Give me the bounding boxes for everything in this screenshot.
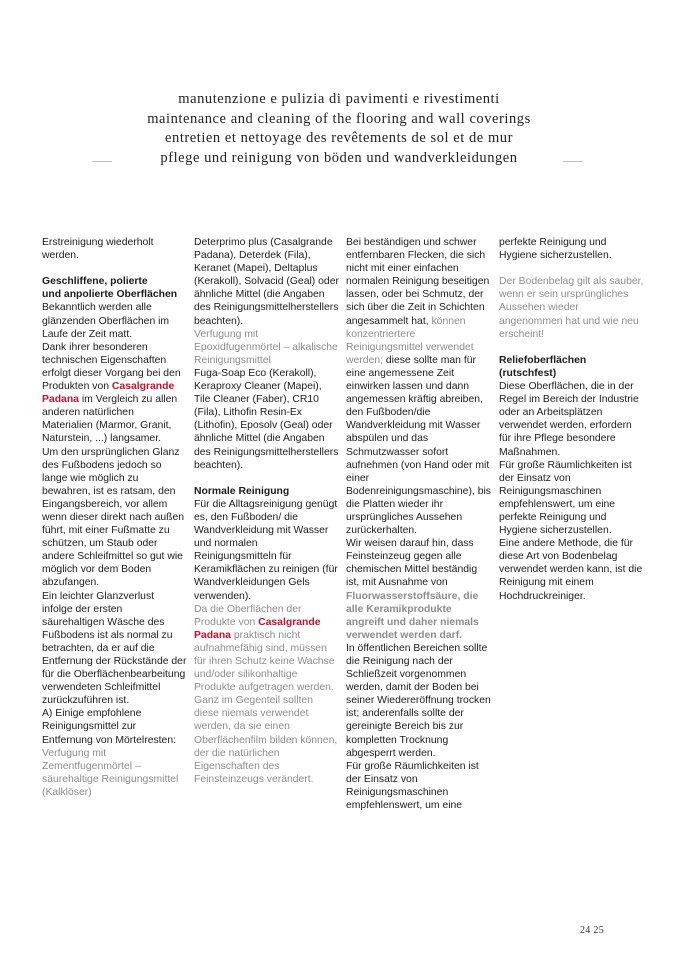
brand-name: Casalgrande Padana [42, 381, 175, 406]
paragraph: A) Einige empfohlene Reinigungsmittel zur Entfernung von Mörtelresten: [42, 708, 176, 746]
text-run: In öffentlichen Bereichen sollte die Reinigung nach der Schließzeit vorgenommen werden, damit der Boden bei seiner Wiedereröffnung trocken ist; [346, 642, 491, 720]
title-italian: manutenzione e pulizia di pavimenti e rivestimenti [178, 91, 500, 107]
paragraph [346, 642, 492, 760]
brand-name: Casalgrande Padana [194, 616, 321, 641]
text-run: können konzentriertere Reinigungsmittel verwendet werden; [346, 315, 474, 366]
text-column-1 [42, 236, 187, 799]
title-english: maintenance and cleaning of the flooring and wall coverings [147, 110, 531, 127]
heading-line: Geschliffene, polierte [42, 276, 148, 288]
paragraph [346, 236, 492, 537]
paragraph: Für große Räumlichkeiten ist der Einsatz von Reinigungsmaschinen empfehlenswert, um eine perfekte Reinigung und Hygiene sicherzustellen. [499, 459, 632, 537]
section-heading: Reliefoberflächen (rutschfest) [499, 354, 587, 379]
section-heading: Normale Reinigung [194, 485, 290, 497]
page-number: 24 25 [580, 925, 604, 936]
paragraph: Diese Oberflächen, die in der Regel im Bereich der Industrie oder an Arbeitsplätzen verwendet werden, erfordern für ihre Pflege besondere Maßnahmen. [499, 381, 639, 458]
text-run: Da die Oberflächen der Produkte von [194, 603, 302, 628]
title-rule-right [563, 161, 583, 162]
paragraph [194, 603, 340, 695]
text-column-2 [194, 236, 340, 786]
paragraph: Verfugung mit Epoxidfugenmörtel – alkalische Reinigungsmittel [194, 328, 338, 366]
text-run: Dank ihrer besonderen technischen Eigenschaften erfolgt dieser Vorgang bei den Produkten von [42, 341, 181, 393]
paragraph: Eine andere Methode, die für diese Art von Bodenbelag verwendet werden kann, ist die Reinigung mit einem Hochdruckreiniger. [499, 538, 643, 602]
paragraph: perfekte Reinigung und Hygiene sicherzustellen. [499, 237, 612, 262]
page-titles [0, 90, 678, 168]
paragraph [42, 341, 187, 446]
paragraph: Der Bodenbelag gilt als sauber, wenn er sein ursprüngliches Aussehen wieder angenommen hat und wie neu erscheint! [499, 276, 644, 340]
text-run: Bei beständigen und schwer entfernbaren Flecken, die sich nicht mit einer einfachen normalen Reinigung beseitigen lassen, oder bei Schmutz, der sich über die Zeit in Schichten angesammelt hat, [346, 237, 490, 327]
text-column-4 [499, 236, 644, 603]
paragraph: Verfugung mit Zementfugenmörtel – säurehaltige Reinigungsmittel (Kalklöser) [42, 747, 179, 798]
title-french: entretien et nettoyage des revêtements de sol et de mur [165, 130, 513, 146]
paragraph: Fuga-Soap Eco (Kerakoll), Keraproxy Cleaner (Mapei), Tile Cleaner (Faber), CR10 (Fila), Lithofin Resin-Ex (Lithofin), Eposolv (Geal) oder ähnliche Mittel (die Angaben des Reinigungsmittelherstellers beachten). [194, 367, 339, 471]
paragraph: Um den ursprünglichen Glanz des Fußbodens jedoch so lange wie möglich zu bewahren, ist es ratsam, den Eingangsbereich, vor allem wenn dieser direkt nach außen führt, mit einer Fußmatte zu schützen, um Staub oder andere Schleifmittel so gut wie möglich vor dem Boden abzufangen. [42, 446, 185, 589]
text-run: im Vergleich zu allen anderen natürlichen Materialien (Marmor, Granit, Naturstein, ...) langsamer. [42, 394, 178, 445]
paragraph: Ganz im Gegenteil sollten diese niemals verwendet werden, da sie einen Oberflächenfilm bilden können, der die natürlichen Eigenschaften des Feinsteinzeugs verändert. [194, 695, 338, 785]
text-run: anderenfalls sollte der gereinigte Bereich bis zur kompletten Trocknung abgesperrt werden. [346, 708, 464, 759]
paragraph: Ein leichter Glanzverlust infolge der ersten säurehaltigen Wäsche des Fußbodens ist als normal zu betrachten, da er auf die Entfernung der Rückstände der für die Oberflächenbearbeitung verwendeten Schleifmittel zurückzuführen ist. [42, 590, 187, 707]
section-heading [42, 275, 187, 301]
paragraph: Bekanntlich werden alle glänzenden Oberflächen im Laufe der Zeit matt. [42, 302, 170, 340]
text-run: praktisch nicht aufnahmefähig sind, müssen für ihren Schutz keine Wachse und/oder silikonhaltige Produkte aufgetragen werden. [194, 629, 335, 694]
text-run: diese sollte man für eine angemessene Zeit einwirken lassen und dann angemessen kräftig abreiben, den Fußboden/die Wandverkleidung mit Wasser abspülen und das Schmutzwasser sofort aufnehmen (von Hand oder mit einer Bodenreinigungsmaschine), bis die Platten wieder ihr ursprüngliches Aussehen zurückerhalten. [346, 354, 491, 537]
paragraph: Erstreinigung wiederholt werden. [42, 237, 154, 262]
text-column-3 [346, 236, 492, 812]
paragraph: Für große Räumlichkeiten ist der Einsatz von Reinigungsmaschinen empfehlenswert, um eine [346, 760, 479, 812]
paragraph [346, 537, 492, 642]
paragraph: Deterprimo plus (Casalgrande Padana), Deterdek (Fila), Keranet (Mapei), Deltaplus (Kerakoll), Solvacid (Geal) oder ähnliche Mittel (die Angaben des Reinigungsmittelherstellers beachten). [194, 237, 339, 327]
title-german: pflege und reinigung von böden und wandverkleidungen [160, 149, 518, 166]
title-rule-left [92, 161, 112, 162]
text-run: Fluorwasserstoffsäure, die alle Keramikprodukte angreift und daher niemals verwendet werden darf. [346, 590, 479, 641]
text-run: Wir weisen darauf hin, dass Feinsteinzeug gegen alle chemischen Mittel beständig ist, mit Ausnahme von [346, 538, 478, 589]
paragraph: Für die Alltagsreinigung genügt es, den Fußboden/ die Wandverkleidung mit Wasser und normalen Reinigungsmitteln für Keramikflächen zu reinigen (für Wandverkleidungen Gels verwenden). [194, 498, 338, 602]
heading-line: und anpolierte Oberflächen [42, 289, 178, 301]
